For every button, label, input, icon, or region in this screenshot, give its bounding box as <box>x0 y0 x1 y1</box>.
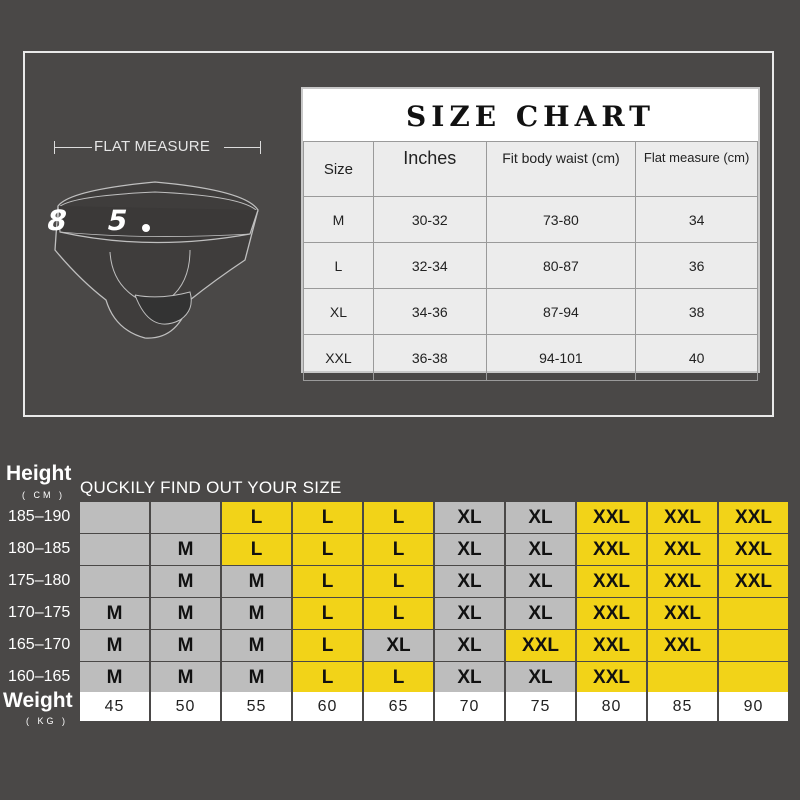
size-finder-cell: L <box>293 662 362 693</box>
size-finder-cell: L <box>293 534 362 565</box>
height-range-label: 185–190 <box>8 508 71 525</box>
weight-cell: 85 <box>648 692 717 721</box>
size-finder-cell <box>80 502 149 533</box>
size-finder-cell: XL <box>435 662 504 693</box>
size-cell: M <box>304 197 374 243</box>
measure-line-right <box>224 147 260 148</box>
flat-cell: 34 <box>636 197 758 243</box>
size-finder-cell: L <box>364 662 433 693</box>
size-finder-cell: XXL <box>577 630 646 661</box>
size-finder-cell: XL <box>364 630 433 661</box>
size-cell: L <box>304 243 374 289</box>
size-finder-cell: M <box>80 630 149 661</box>
size-finder-cell: XXL <box>719 534 788 565</box>
size-finder-cell <box>719 630 788 661</box>
size-finder-cell: XL <box>435 534 504 565</box>
flat-cell: 40 <box>636 335 758 381</box>
flat-cell: 36 <box>636 243 758 289</box>
size-finder-cell: L <box>364 566 433 597</box>
header-fit-waist: Fit body waist (cm) <box>486 142 636 197</box>
size-row-l <box>304 243 758 289</box>
size-finder-cell: M <box>151 662 220 693</box>
size-finder-cell: XL <box>506 502 575 533</box>
flat-cell: 38 <box>636 289 758 335</box>
waist-cell: 80-87 <box>486 243 636 289</box>
size-finder-cell: M <box>80 598 149 629</box>
weight-cell: 65 <box>364 692 433 721</box>
weight-cell: 45 <box>80 692 149 721</box>
size-finder-cell <box>648 662 717 693</box>
size-finder-cell: M <box>151 630 220 661</box>
size-finder-cell: M <box>151 566 220 597</box>
size-finder-cell: L <box>222 502 291 533</box>
size-finder-cell: L <box>364 534 433 565</box>
size-finder-cell <box>80 534 149 565</box>
inches-cell: 34-36 <box>373 289 486 335</box>
height-range-label: 165–170 <box>8 636 71 653</box>
waist-cell: 87-94 <box>486 289 636 335</box>
size-finder-cell: XXL <box>648 534 717 565</box>
size-finder-cell: XL <box>435 502 504 533</box>
measure-line-left <box>54 147 92 148</box>
size-finder-cell: XL <box>506 662 575 693</box>
size-finder-cell: M <box>151 598 220 629</box>
size-finder-cell: XXL <box>506 630 575 661</box>
weight-cell: 50 <box>151 692 220 721</box>
weight-cell: 55 <box>222 692 291 721</box>
size-finder-cell: L <box>222 534 291 565</box>
inches-cell: 36-38 <box>373 335 486 381</box>
size-row-xxl <box>304 335 758 381</box>
header-inches: Inches <box>373 142 486 197</box>
size-chart-header-row <box>304 142 758 197</box>
size-finder-cell: M <box>222 598 291 629</box>
size-finder-cell: M <box>151 534 220 565</box>
weight-unit: ( KG ) <box>26 716 68 726</box>
brief-logo: 85 <box>43 204 131 237</box>
weight-cell: 90 <box>719 692 788 721</box>
weight-label: Weight <box>3 689 73 712</box>
height-range-label: 175–180 <box>8 572 71 589</box>
header-size: Size <box>304 142 374 197</box>
size-finder-cell: XXL <box>648 566 717 597</box>
size-row-m <box>304 197 758 243</box>
size-finder-cell: L <box>293 502 362 533</box>
size-finder-cell: L <box>364 598 433 629</box>
size-chart-title: SIZE CHART <box>303 89 758 141</box>
size-cell: XL <box>304 289 374 335</box>
size-finder-cell: L <box>293 630 362 661</box>
flat-measure-label: FLAT MEASURE <box>94 138 211 155</box>
size-finder-cell: XXL <box>577 662 646 693</box>
size-finder-cell <box>719 598 788 629</box>
size-finder-cell: XXL <box>577 502 646 533</box>
weight-cell: 80 <box>577 692 646 721</box>
height-label: Height <box>6 462 72 485</box>
size-finder-cell: XL <box>435 630 504 661</box>
size-finder-cell: XL <box>506 566 575 597</box>
size-chart-table <box>303 141 758 381</box>
size-finder-cell: XL <box>435 566 504 597</box>
height-range-label: 160–165 <box>8 668 71 685</box>
inches-cell: 32-34 <box>373 243 486 289</box>
header-flat-measure: Flat measure (cm) <box>636 142 758 197</box>
brief-logo-dot <box>142 224 150 232</box>
size-finder-cell: M <box>222 566 291 597</box>
weight-cell: 75 <box>506 692 575 721</box>
size-finder-cell: XXL <box>719 566 788 597</box>
size-finder-cell: XXL <box>577 598 646 629</box>
size-finder-cell <box>719 662 788 693</box>
size-finder-cell: XXL <box>648 502 717 533</box>
size-finder-cell: L <box>293 566 362 597</box>
flat-measure-indicator <box>52 138 262 158</box>
size-finder-cell: M <box>222 662 291 693</box>
size-finder-cell <box>80 566 149 597</box>
height-range-label: 180–185 <box>8 540 71 557</box>
size-finder-cell: XXL <box>577 566 646 597</box>
size-finder-cell: L <box>293 598 362 629</box>
height-unit: ( CM ) <box>22 490 65 500</box>
size-finder-cell: XXL <box>648 630 717 661</box>
size-cell: XXL <box>304 335 374 381</box>
waist-cell: 94-101 <box>486 335 636 381</box>
weight-cell: 60 <box>293 692 362 721</box>
height-range-label: 170–175 <box>8 604 71 621</box>
size-finder-cell: M <box>222 630 291 661</box>
size-finder-cell <box>151 502 220 533</box>
weight-cell: 70 <box>435 692 504 721</box>
size-finder-cell: XL <box>506 598 575 629</box>
brief-illustration <box>40 170 280 360</box>
size-finder-cell: XL <box>435 598 504 629</box>
size-finder-cell: M <box>80 662 149 693</box>
size-finder-cell: XXL <box>719 502 788 533</box>
size-finder-cell: L <box>364 502 433 533</box>
measure-cap-right <box>260 141 261 154</box>
size-finder-cell: XL <box>506 534 575 565</box>
size-row-xl <box>304 289 758 335</box>
size-finder-cell: XXL <box>648 598 717 629</box>
finder-title: QUCKILY FIND OUT YOUR SIZE <box>80 478 342 497</box>
size-chart <box>301 87 760 373</box>
inches-cell: 30-32 <box>373 197 486 243</box>
size-finder <box>0 460 800 800</box>
waist-cell: 73-80 <box>486 197 636 243</box>
size-finder-cell: XXL <box>577 534 646 565</box>
